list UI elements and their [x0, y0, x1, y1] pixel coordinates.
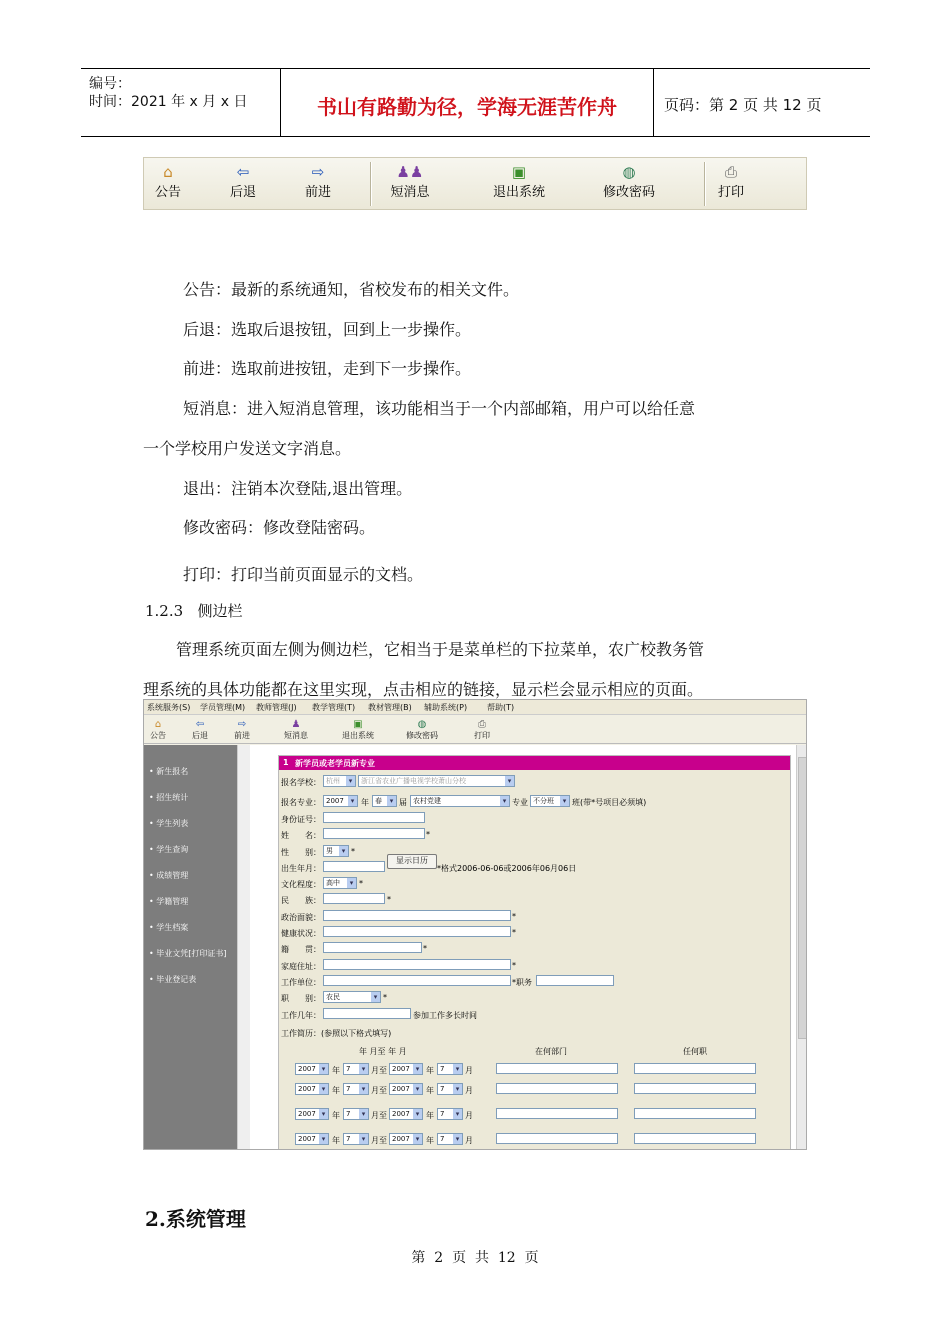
shot-toolbar-label: 打印 [474, 731, 490, 740]
resume-end-month-select[interactable]: 7 ▾ [437, 1133, 463, 1145]
sidebar-item-archive[interactable]: • 学生档案 [149, 923, 189, 932]
sidebar-item-label: 成绩管理 [156, 871, 189, 880]
birth-input[interactable] [323, 861, 385, 872]
sidebar-item-label: 学生查询 [156, 845, 189, 854]
arrow-left-icon: ⇦ [195, 719, 205, 730]
resume-start-year-select[interactable]: 2007 ▾ [295, 1063, 329, 1075]
address-input[interactable] [323, 959, 511, 970]
resume-start-year-select[interactable]: 2007 ▾ [295, 1133, 329, 1145]
toolbar-screenshot [143, 157, 807, 210]
resume-col-dept: 在何部门 [535, 1047, 567, 1056]
resume-end-month-select[interactable]: 7 ▾ [437, 1108, 463, 1120]
sidebar-item-student-query[interactable]: • 学生查询 [149, 845, 189, 854]
paragraph-notice: 公告：最新的系统通知，省校发布的相关文件。 [183, 280, 520, 299]
class-note: 班(带*号项目必须填) [572, 798, 647, 807]
home-icon: ⌂ [154, 719, 162, 730]
month-to-unit: 月至 [371, 1111, 387, 1120]
screenshot-toolbar [144, 715, 806, 744]
number-label: 编号： [89, 76, 131, 92]
toolbar-print-button[interactable] [716, 164, 746, 200]
required-mark: * [512, 961, 516, 970]
page-info: 页码：第 2 页 共 12 页 [664, 96, 822, 114]
resume-post-input[interactable] [634, 1108, 756, 1119]
toolbar-separator [704, 162, 706, 206]
arrow-left-icon: ⇦ [236, 163, 250, 181]
section-heading: 1.2.3 侧边栏 [145, 602, 243, 620]
shot-toolbar-label: 公告 [150, 731, 166, 740]
paragraph-sidebar-line1: 管理系统页面左侧为侧边栏，它相当于是菜单栏的下拉菜单，农广校教务管 [176, 640, 705, 659]
system-screenshot [143, 699, 807, 1150]
sidebar [144, 745, 237, 1150]
paragraph-password: 修改密码：修改登陆密码。 [183, 518, 376, 537]
id-input[interactable] [323, 812, 425, 823]
resume-dept-input[interactable] [496, 1063, 618, 1074]
paragraph-message-line1: 短消息：进入短消息管理，该功能相当于一个内部邮箱，用户可以给任意 [183, 399, 696, 418]
resume-end-year-select[interactable]: 2007 ▾ [389, 1063, 423, 1075]
years-input[interactable] [323, 1008, 411, 1019]
toolbar-forward-button[interactable] [302, 164, 334, 200]
toolbar-print-label: 打印 [717, 185, 744, 200]
resume-col-period: 年 月至 年 月 [359, 1047, 407, 1056]
education-label: 文化程度： [281, 880, 321, 889]
month-unit: 月 [465, 1086, 473, 1095]
resume-start-year-select[interactable]: 2007 ▾ [295, 1108, 329, 1120]
nation-label: 民 族： [281, 896, 321, 905]
resume-start-year-select[interactable]: 2007 ▾ [295, 1083, 329, 1095]
menu-item[interactable]: 学员管理(M) [200, 703, 246, 712]
show-calendar-button[interactable]: 显示日历 [387, 854, 437, 869]
month-unit: 月 [465, 1136, 473, 1145]
chapter-heading: 2.系统管理 [145, 1207, 246, 1231]
users-icon: ♟ [291, 719, 301, 730]
shot-toolbar-label: 退出系统 [342, 731, 374, 740]
shot-message-button[interactable] [282, 719, 310, 741]
gender-label: 性 别： [281, 848, 321, 857]
season-select[interactable]: 春 ▾ [372, 795, 397, 807]
arrow-right-icon: ⇨ [311, 163, 325, 181]
year-unit: 年 [332, 1066, 340, 1075]
document-header [81, 68, 870, 137]
health-input[interactable] [323, 926, 511, 937]
native-label: 籍 贯： [281, 945, 321, 954]
required-mark: * [512, 928, 516, 937]
enrollment-form [278, 755, 791, 1150]
motto-text: 书山有路勤为径，学海无涯苦作舟 [317, 95, 617, 119]
menu-item[interactable]: 教学管理(T) [312, 703, 356, 712]
header-meta-cell [81, 69, 281, 136]
address-label: 家庭住址： [281, 962, 321, 971]
toolbar-forward-label: 前进 [304, 185, 331, 200]
nation-input[interactable] [323, 893, 385, 904]
menu-item[interactable]: 帮助(T) [487, 703, 515, 712]
term-unit: 届 [399, 798, 407, 807]
menu-bar [144, 700, 806, 715]
time-label: 时间：2021 年 x 月 x 日 [89, 94, 248, 110]
exit-icon: ▣ [511, 163, 527, 181]
sidebar-item-label: 学生列表 [156, 819, 189, 828]
birth-format-note: *格式2006-06-06或2006年06月06日 [437, 864, 577, 873]
health-label: 健康状况： [281, 929, 321, 938]
sidebar-item-diploma[interactable]: • 毕业文凭[打印证书] [149, 949, 227, 958]
resume-end-year-select[interactable]: 2007 ▾ [389, 1083, 423, 1095]
political-input[interactable] [323, 910, 511, 921]
header-page-cell [654, 69, 870, 136]
year-unit: 年 [332, 1111, 340, 1120]
work-label: 工作单位： [281, 978, 321, 987]
years-note: 参加工作多长时间 [413, 1011, 477, 1020]
name-label: 姓 名： [281, 831, 321, 840]
paragraph-back: 后退：选取后退按钮，回到上一步操作。 [183, 320, 472, 339]
school-name-select[interactable]: 浙江省农业广播电视学校萧山分校 ▾ [358, 775, 515, 787]
school-city-select[interactable]: 杭州 ▾ [323, 775, 356, 787]
year-unit: 年 [426, 1111, 434, 1120]
toolbar-message-label: 短消息 [390, 185, 430, 200]
sidebar-item-enrollment-stats[interactable]: • 招生统计 [149, 793, 189, 802]
toolbar-separator [370, 162, 372, 206]
month-unit: 月 [465, 1066, 473, 1075]
sidebar-item-label: 学生档案 [156, 923, 189, 932]
name-input[interactable] [323, 828, 425, 839]
resume-start-month-select[interactable]: 7 ▾ [343, 1108, 369, 1120]
toolbar-exit-button[interactable] [490, 164, 548, 200]
page-footer: 第 2 页 共 12 页 [411, 1250, 539, 1266]
globe-key-icon: ◍ [622, 163, 636, 181]
major-unit: 专业 [512, 798, 528, 807]
paragraph-forward: 前进：选取前进按钮，走到下一步操作。 [183, 359, 472, 378]
resume-dept-input[interactable] [496, 1108, 618, 1119]
menu-item[interactable]: 辅助系统(P) [424, 703, 468, 712]
sidebar-item-label: 新生报名 [156, 767, 189, 776]
toolbar-password-label: 修改密码 [602, 185, 655, 200]
resume-dept-input[interactable] [496, 1133, 618, 1144]
shot-toolbar-label: 短消息 [284, 731, 308, 740]
resume-dept-input[interactable] [496, 1083, 618, 1094]
paragraph-exit: 退出：注销本次登陆,退出管理。 [183, 479, 413, 498]
resume-start-month-select[interactable]: 7 ▾ [343, 1063, 369, 1075]
users-icon: ♟♟ [396, 163, 424, 181]
resume-end-year-select[interactable]: 2007 ▾ [389, 1133, 423, 1145]
sidebar-item-label: 毕业文凭[打印证书] [156, 949, 227, 958]
id-label: 身份证号： [281, 815, 321, 824]
shot-toolbar-label: 修改密码 [406, 731, 438, 740]
exit-icon: ▣ [353, 719, 363, 730]
toolbar-notice-label: 公告 [154, 185, 181, 200]
printer-icon: ⎙ [724, 163, 737, 181]
year-unit: 年 [426, 1066, 434, 1075]
required-mark: * [512, 912, 516, 921]
month-unit: 月 [465, 1111, 473, 1120]
toolbar-message-button[interactable] [388, 164, 432, 200]
shot-toolbar-label: 后退 [192, 731, 208, 740]
school-label: 报名学校： [281, 778, 321, 787]
menu-item[interactable]: 教材管理(B) [368, 703, 412, 712]
resume-post-input[interactable] [634, 1063, 756, 1074]
year-unit: 年 [426, 1136, 434, 1145]
form-title-text: 新学员或老学员新专业 [295, 759, 375, 768]
required-mark: * [383, 993, 387, 1002]
toolbar-back-label: 后退 [229, 185, 256, 200]
job-select[interactable]: 农民 ▾ [323, 991, 381, 1003]
paragraph-print: 打印：打印当前页面显示的文档。 [183, 565, 424, 584]
year-unit: 年 [361, 798, 369, 807]
toolbar-back-button[interactable] [227, 164, 259, 200]
work-input[interactable] [323, 975, 511, 986]
shot-back-button[interactable] [190, 719, 210, 741]
resume-label: 工作简历：(参照以下格式填写) [281, 1029, 392, 1038]
shot-password-button[interactable] [404, 719, 440, 741]
birth-label: 出生年月： [281, 864, 321, 873]
year-unit: 年 [332, 1086, 340, 1095]
political-label: 政治面貌： [281, 913, 321, 922]
content-area [250, 745, 796, 1150]
menu-item[interactable]: 系统服务(S) [147, 703, 191, 712]
printer-icon: ⎙ [478, 719, 486, 730]
month-to-unit: 月至 [371, 1086, 387, 1095]
resume-start-month-select[interactable]: 7 ▾ [343, 1133, 369, 1145]
education-select[interactable]: 高中 ▾ [323, 877, 357, 889]
job-label: 职 别： [281, 994, 321, 1003]
form-title-number: 1 [283, 758, 289, 767]
year-unit: 年 [332, 1136, 340, 1145]
form-title [279, 756, 790, 770]
resume-col-post: 任何职 [683, 1047, 707, 1056]
required-mark: * [426, 830, 430, 839]
header-motto-cell [281, 69, 654, 136]
toolbar-notice-button[interactable] [152, 164, 184, 200]
shot-notice-button[interactable] [148, 719, 168, 741]
required-mark: * [423, 944, 427, 953]
shot-print-button[interactable] [472, 719, 492, 741]
gender-select[interactable]: 男 ▾ [323, 845, 349, 857]
resume-end-month-select[interactable]: 7 ▾ [437, 1083, 463, 1095]
arrow-right-icon: ⇨ [237, 719, 247, 730]
class-select[interactable]: 不分班 ▾ [530, 795, 570, 807]
shot-forward-button[interactable] [232, 719, 252, 741]
menu-item[interactable]: 教师管理(J) [256, 703, 297, 712]
duty-input[interactable] [536, 975, 614, 986]
native-input[interactable] [323, 942, 422, 953]
years-label: 工作几年： [281, 1011, 321, 1020]
required-mark: * [387, 895, 391, 904]
month-to-unit: 月至 [371, 1136, 387, 1145]
year-unit: 年 [426, 1086, 434, 1095]
duty-label: *职务 [512, 978, 532, 987]
globe-key-icon: ◍ [417, 719, 427, 730]
sidebar-item-status[interactable]: • 学籍管理 [149, 897, 189, 906]
sidebar-scrollbar[interactable] [237, 745, 250, 1150]
sidebar-item-student-list[interactable]: • 学生列表 [149, 819, 189, 828]
major-name-select[interactable]: 农村党建 ▾ [410, 795, 510, 807]
sidebar-item-label: 招生统计 [156, 793, 189, 802]
major-year-select[interactable]: 2007 ▾ [323, 795, 358, 807]
shot-toolbar-label: 前进 [234, 731, 250, 740]
sidebar-item-new-enrollment[interactable]: • 新生报名 [149, 767, 189, 776]
resume-end-year-select[interactable]: 2007 ▾ [389, 1108, 423, 1120]
paragraph-sidebar-line2: 理系统的具体功能都在这里实现，点击相应的链接，显示栏会显示相应的页面。 [143, 680, 704, 699]
scrollbar-thumb[interactable] [798, 757, 807, 1039]
shot-exit-button[interactable] [340, 719, 376, 741]
sidebar-item-grades[interactable]: • 成绩管理 [149, 871, 189, 880]
resume-start-month-select[interactable]: 7 ▾ [343, 1083, 369, 1095]
resume-post-input[interactable] [634, 1083, 756, 1094]
toolbar-exit-label: 退出系统 [492, 185, 545, 200]
month-to-unit: 月至 [371, 1066, 387, 1075]
toolbar-password-button[interactable] [600, 164, 658, 200]
resume-post-input[interactable] [634, 1133, 756, 1144]
required-mark: * [351, 847, 355, 856]
main-scrollbar[interactable] [796, 745, 807, 1150]
sidebar-item-label: 毕业登记表 [156, 975, 197, 984]
sidebar-item-label: 学籍管理 [156, 897, 189, 906]
resume-end-month-select[interactable]: 7 ▾ [437, 1063, 463, 1075]
sidebar-item-graduation-form[interactable]: • 毕业登记表 [149, 975, 197, 984]
paragraph-message-line2: 一个学校用户发送文字消息。 [143, 439, 352, 458]
required-mark: * [359, 879, 363, 888]
major-label: 报名专业： [281, 798, 321, 807]
home-icon: ⌂ [163, 163, 173, 181]
